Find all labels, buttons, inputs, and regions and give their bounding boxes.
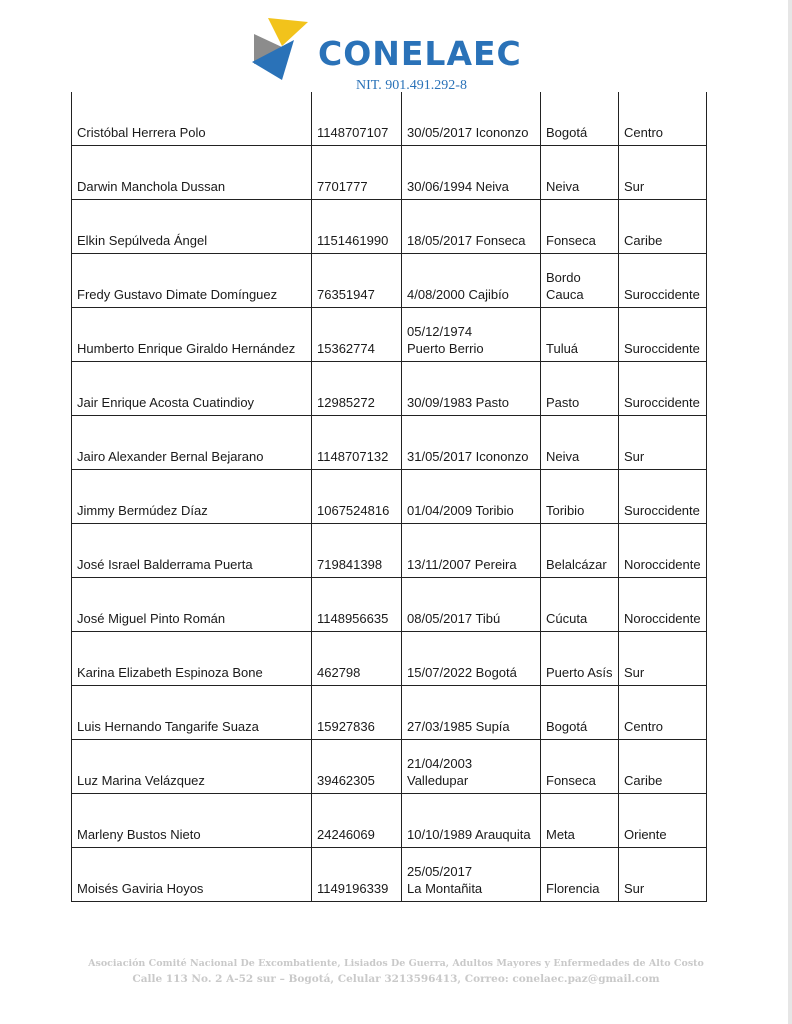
date-place-cell xyxy=(401,794,540,847)
table-row xyxy=(71,794,707,848)
name-cell xyxy=(71,470,311,523)
page-edge xyxy=(788,0,792,1024)
members-table xyxy=(71,92,707,902)
id-cell xyxy=(311,794,401,847)
region-cell-text: Noroccidente xyxy=(624,611,701,626)
id-cell xyxy=(311,848,401,901)
region-cell-text: Oriente xyxy=(624,827,667,842)
date-place-cell-text: Puerto Berrio xyxy=(407,341,484,356)
date-place-cell xyxy=(401,686,540,739)
table-row xyxy=(71,200,707,254)
id-cell-text: 1148956635 xyxy=(317,611,389,626)
footer-contact: Calle 113 No. 2 A-52 sur – Bogotá, Celular 3213596413, Correo: conelaec.paz@gmail.com xyxy=(132,973,660,985)
id-cell-text: 15362774 xyxy=(317,341,375,356)
city-cell-text: Belalcázar xyxy=(546,557,607,572)
name-cell-text: Humberto Enrique Giraldo Hernández xyxy=(77,341,296,356)
date-place-cell-text: 01/04/2009 Toribio xyxy=(407,503,514,518)
region-cell xyxy=(618,92,707,145)
table-row xyxy=(71,848,707,902)
name-cell-text: Cristóbal Herrera Polo xyxy=(77,125,206,140)
table-row xyxy=(71,632,707,686)
region-cell-text: Suroccidente xyxy=(624,395,700,410)
name-cell-text: Moisés Gaviria Hoyos xyxy=(77,881,204,896)
region-cell-text: Suroccidente xyxy=(624,287,700,302)
date-place-cell-text: 10/10/1989 Arauquita xyxy=(407,827,531,842)
city-cell xyxy=(540,416,618,469)
date-place-cell-text: 30/05/2017 Icononzo xyxy=(407,125,529,140)
date-place-cell-text: 27/03/1985 Supía xyxy=(407,719,510,734)
footer-organization: Asociación Comité Nacional De Excombatiente, Lisiados De Guerra, Adultos Mayores y Enfermedades de Alto Costo xyxy=(88,958,704,969)
id-cell-text: 76351947 xyxy=(317,287,375,302)
region-cell xyxy=(618,146,707,199)
name-cell-text: José Miguel Pinto Román xyxy=(77,611,226,626)
region-cell xyxy=(618,254,707,307)
date-place-cell xyxy=(401,740,540,793)
city-cell-text: Bogotá xyxy=(546,719,588,734)
date-place-cell-text: 05/12/1974 xyxy=(407,324,473,339)
date-place-cell-text: 30/09/1983 Pasto xyxy=(407,395,509,410)
table-row xyxy=(71,578,707,632)
region-cell xyxy=(618,686,707,739)
name-cell xyxy=(71,92,311,145)
table-row xyxy=(71,524,707,578)
city-cell-text: Neiva xyxy=(546,179,580,194)
id-cell xyxy=(311,146,401,199)
city-cell xyxy=(540,146,618,199)
region-cell-text: Noroccidente xyxy=(624,557,701,572)
city-cell xyxy=(540,470,618,523)
region-cell-text: Sur xyxy=(624,665,645,680)
city-cell xyxy=(540,794,618,847)
region-cell-text: Centro xyxy=(624,719,664,734)
region-cell xyxy=(618,362,707,415)
date-place-cell-text: 21/04/2003 xyxy=(407,756,473,771)
name-cell xyxy=(71,146,311,199)
date-place-cell-text: Valledupar xyxy=(407,773,469,788)
region-cell xyxy=(618,740,707,793)
name-cell-text: Jair Enrique Acosta Cuatindioy xyxy=(77,395,255,410)
id-cell-text: 12985272 xyxy=(317,395,375,410)
date-place-cell-text: 4/08/2000 Cajibío xyxy=(407,287,509,302)
city-cell-text: Bogotá xyxy=(546,125,588,140)
name-cell xyxy=(71,632,311,685)
city-cell-text: Cauca xyxy=(546,287,584,302)
region-cell-text: Suroccidente xyxy=(624,503,700,518)
date-place-cell xyxy=(401,578,540,631)
name-cell xyxy=(71,200,311,253)
name-cell xyxy=(71,416,311,469)
region-cell xyxy=(618,200,707,253)
date-place-cell xyxy=(401,308,540,361)
region-cell-text: Caribe xyxy=(624,773,663,788)
id-cell xyxy=(311,308,401,361)
nit-number: NIT. 901.491.292-8 xyxy=(356,78,467,93)
name-cell xyxy=(71,794,311,847)
city-cell-text: Cúcuta xyxy=(546,611,588,626)
id-cell xyxy=(311,362,401,415)
region-cell-text: Sur xyxy=(624,449,645,464)
region-cell xyxy=(618,470,707,523)
id-cell-text: 1151461990 xyxy=(317,233,389,248)
table-row xyxy=(71,686,707,740)
table-row xyxy=(71,254,707,308)
city-cell-text: Florencia xyxy=(546,881,600,896)
id-cell xyxy=(311,578,401,631)
region-cell-text: Sur xyxy=(624,179,645,194)
city-cell-text: Puerto Asís xyxy=(546,665,613,680)
region-cell-text: Centro xyxy=(624,125,664,140)
date-place-cell-text: La Montañita xyxy=(407,881,483,896)
id-cell xyxy=(311,524,401,577)
name-cell xyxy=(71,686,311,739)
table-row xyxy=(71,92,707,146)
region-cell xyxy=(618,416,707,469)
region-cell xyxy=(618,848,707,901)
id-cell xyxy=(311,416,401,469)
city-cell-text: Bordo xyxy=(546,270,581,285)
date-place-cell xyxy=(401,416,540,469)
date-place-cell xyxy=(401,92,540,145)
city-cell-text: Pasto xyxy=(546,395,580,410)
city-cell-text: Tuluá xyxy=(546,341,579,356)
name-cell-text: Elkin Sepúlveda Ángel xyxy=(77,233,208,248)
conelaec-logo-icon xyxy=(248,16,310,84)
table-row xyxy=(71,470,707,524)
id-cell-text: 1148707107 xyxy=(317,125,389,140)
region-cell xyxy=(618,524,707,577)
name-cell-text: Jimmy Bermúdez Díaz xyxy=(77,503,208,518)
id-cell xyxy=(311,254,401,307)
id-cell xyxy=(311,686,401,739)
id-cell-text: 39462305 xyxy=(317,773,375,788)
region-cell xyxy=(618,794,707,847)
brand-name: CONELAEC xyxy=(318,34,522,73)
city-cell-text: Toribio xyxy=(546,503,585,518)
id-cell xyxy=(311,632,401,685)
id-cell xyxy=(311,200,401,253)
region-cell-text: Suroccidente xyxy=(624,341,700,356)
city-cell-text: Neiva xyxy=(546,449,580,464)
table-row xyxy=(71,146,707,200)
region-cell xyxy=(618,632,707,685)
id-cell-text: 1148707132 xyxy=(317,449,389,464)
id-cell-text: 15927836 xyxy=(317,719,375,734)
city-cell-text: Fonseca xyxy=(546,233,596,248)
city-cell xyxy=(540,92,618,145)
name-cell xyxy=(71,308,311,361)
region-cell xyxy=(618,308,707,361)
name-cell xyxy=(71,254,311,307)
name-cell xyxy=(71,578,311,631)
id-cell-text: 24246069 xyxy=(317,827,375,842)
id-cell-text: 7701777 xyxy=(317,179,368,194)
id-cell-text: 719841398 xyxy=(317,557,383,572)
city-cell xyxy=(540,308,618,361)
city-cell xyxy=(540,740,618,793)
city-cell xyxy=(540,200,618,253)
date-place-cell-text: 13/11/2007 Pereira xyxy=(407,557,517,572)
date-place-cell xyxy=(401,254,540,307)
date-place-cell xyxy=(401,848,540,901)
region-cell xyxy=(618,578,707,631)
date-place-cell-text: 08/05/2017 Tibú xyxy=(407,611,501,626)
date-place-cell-text: 18/05/2017 Fonseca xyxy=(407,233,526,248)
city-cell xyxy=(540,848,618,901)
date-place-cell xyxy=(401,146,540,199)
name-cell xyxy=(71,362,311,415)
region-cell-text: Sur xyxy=(624,881,645,896)
city-cell xyxy=(540,362,618,415)
date-place-cell xyxy=(401,632,540,685)
name-cell-text: Fredy Gustavo Dimate Domínguez xyxy=(77,287,278,302)
city-cell-text: Meta xyxy=(546,827,575,842)
id-cell xyxy=(311,470,401,523)
name-cell-text: Jairo Alexander Bernal Bejarano xyxy=(77,449,264,464)
table-row xyxy=(71,362,707,416)
date-place-cell-text: 31/05/2017 Icononzo xyxy=(407,449,529,464)
city-cell xyxy=(540,524,618,577)
date-place-cell xyxy=(401,200,540,253)
name-cell-text: Luz Marina Velázquez xyxy=(77,773,205,788)
id-cell xyxy=(311,740,401,793)
date-place-cell-text: 25/05/2017 xyxy=(407,864,473,879)
name-cell-text: Karina Elizabeth Espinoza Bone xyxy=(77,665,263,680)
name-cell-text: Marleny Bustos Nieto xyxy=(77,827,201,842)
date-place-cell xyxy=(401,524,540,577)
id-cell xyxy=(311,92,401,145)
date-place-cell-text: 30/06/1994 Neiva xyxy=(407,179,509,194)
table-row xyxy=(71,308,707,362)
city-cell xyxy=(540,254,618,307)
table-row xyxy=(71,416,707,470)
city-cell-text: Fonseca xyxy=(546,773,596,788)
id-cell-text: 462798 xyxy=(317,665,361,680)
region-cell-text: Caribe xyxy=(624,233,663,248)
name-cell xyxy=(71,524,311,577)
city-cell xyxy=(540,632,618,685)
date-place-cell-text: 15/07/2022 Bogotá xyxy=(407,665,517,680)
city-cell xyxy=(540,578,618,631)
date-place-cell xyxy=(401,362,540,415)
name-cell xyxy=(71,848,311,901)
table-row xyxy=(71,740,707,794)
city-cell xyxy=(540,686,618,739)
id-cell-text: 1149196339 xyxy=(317,881,389,896)
id-cell-text: 1067524816 xyxy=(317,503,390,518)
name-cell-text: Darwin Manchola Dussan xyxy=(77,179,226,194)
name-cell-text: José Israel Balderrama Puerta xyxy=(77,557,253,572)
date-place-cell xyxy=(401,470,540,523)
name-cell xyxy=(71,740,311,793)
name-cell-text: Luis Hernando Tangarife Suaza xyxy=(77,719,259,734)
